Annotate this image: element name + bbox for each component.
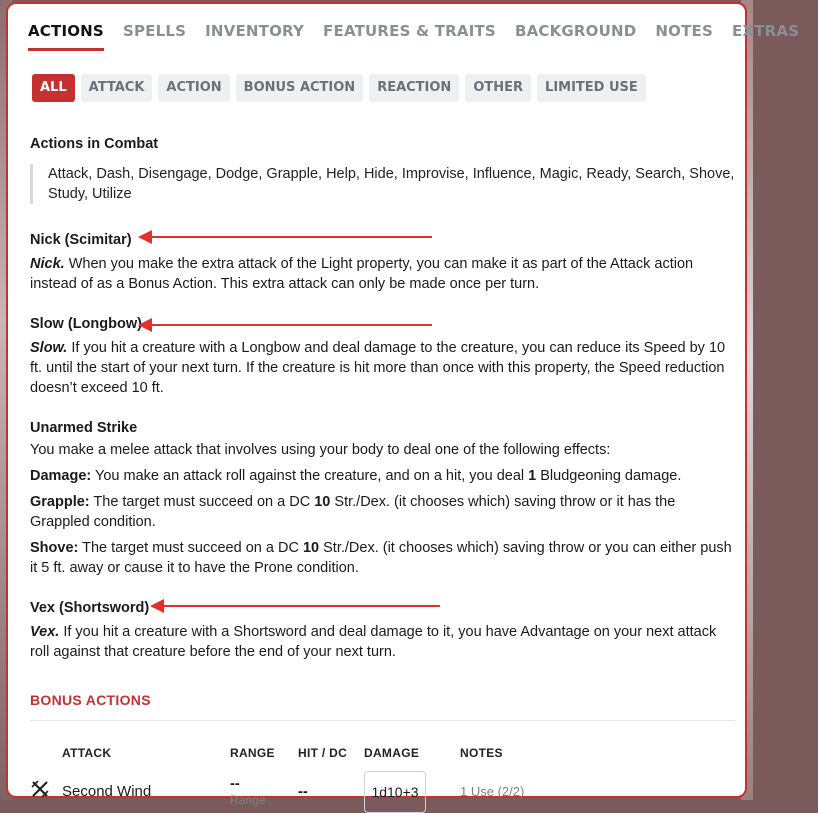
unarmed-damage [30, 466, 735, 486]
unarmed-grapple-number: 10 [314, 494, 331, 510]
tab-notes[interactable]: NOTES [655, 22, 714, 40]
header-hit-dc: HIT / DC [298, 746, 348, 760]
actions-panel [6, 2, 800, 807]
nick-description [30, 254, 735, 294]
bonus-divider [30, 720, 735, 721]
bonus-table-header [30, 743, 735, 763]
slow-text: If you hit a creature with a Longbow and deal damage to the creature, you can reduce its Speed by 10 ft. until the start of your next turn. If the creature is hit more than once with this property, the Speed reduction doesn’t exceed 10 ft. [30, 340, 726, 396]
unarmed-grapple [30, 492, 735, 532]
crossed-swords-icon [30, 779, 62, 805]
unarmed-grapple-text-2: Str./Dex. (it chooses which) saving throw or it has the Grappled condition. [30, 494, 676, 530]
header-range: RANGE [230, 746, 275, 760]
unarmed-damage-text-2: Bludgeoning damage. [536, 468, 682, 484]
unarmed-shove-text-2: Str./Dex. (it chooses which) saving throw or you can either push it 5 ft. away or cause it to have the Prone condition. [30, 540, 732, 576]
unarmed-damage-label: Damage: [30, 468, 92, 484]
vex-description [30, 622, 735, 662]
nick-lead: Nick. [30, 256, 65, 272]
slow-description [30, 338, 735, 398]
filter-other[interactable]: OTHER [465, 74, 531, 102]
actions-in-combat-heading: Actions in Combat [30, 136, 159, 152]
tab-inventory[interactable]: INVENTORY [205, 22, 305, 40]
notes-value: 1 Use (2/2) [460, 784, 525, 799]
hit-dc-value: -- [298, 784, 308, 800]
tab-actions[interactable]: ACTIONS [28, 22, 104, 51]
second-wind-row[interactable] [30, 771, 735, 813]
nick-heading: Nick (Scimitar) [30, 232, 132, 248]
unarmed-intro: You make a melee attack that involves using your body to deal one of the following effects: [30, 442, 611, 458]
action-filters [32, 74, 646, 102]
unarmed-shove-label: Shove: [30, 540, 79, 556]
annotation-arrow-slow [150, 324, 432, 326]
filter-bonus-action[interactable]: BONUS ACTION [236, 74, 364, 102]
filter-all[interactable]: ALL [32, 74, 75, 102]
tab-background[interactable]: BACKGROUND [514, 22, 637, 40]
unarmed-grapple-label: Grapple: [30, 494, 90, 510]
unarmed-damage-text-1: You make an attack roll against the creature, and on a hit, you deal [91, 468, 529, 484]
range-value: -- [230, 776, 240, 792]
filter-limited-use[interactable]: LIMITED USE [537, 74, 646, 102]
filter-attack[interactable]: ATTACK [81, 74, 153, 102]
annotation-arrow-vex [162, 605, 440, 607]
slow-heading: Slow (Longbow) [30, 316, 142, 332]
filter-action[interactable]: ACTION [158, 74, 229, 102]
tab-features-traits[interactable]: FEATURES & TRAITS [323, 22, 496, 40]
vex-text: If you hit a creature with a Shortsword and deal damage to it, you have Advantage on your next attack roll against that creature before the end of your next turn. [30, 624, 717, 660]
combat-actions-list: Attack, Dash, Disengage, Dodge, Grapple, Help, Hide, Improvise, Influence, Magic, Ready, Search, Shove, Study, Utilize [30, 164, 735, 204]
unarmed-strike-heading: Unarmed Strike [30, 420, 138, 436]
tab-extras[interactable]: EXTRAS [732, 22, 800, 40]
vex-heading: Vex (Shortsword) [30, 600, 150, 616]
unarmed-shove [30, 538, 735, 578]
annotation-arrow-nick [150, 236, 432, 238]
damage-roll-button[interactable]: 1d10+3 [364, 771, 426, 813]
header-damage: DAMAGE [364, 746, 420, 760]
filter-reaction[interactable]: REACTION [369, 74, 459, 102]
vex-lead: Vex. [30, 624, 60, 640]
unarmed-shove-text-1: The target must succeed on a DC [78, 540, 303, 556]
unarmed-damage-number: 1 [528, 468, 537, 484]
nick-text: When you make the extra attack of the Light property, you can make it as part of the Attack action instead of as a Bonus Action. This extra attack can only be made once per turn. [30, 256, 694, 292]
bonus-actions-title: BONUS ACTIONS [30, 692, 151, 708]
main-tabs [28, 22, 818, 51]
tab-spells[interactable]: SPELLS [122, 22, 187, 40]
header-attack: ATTACK [62, 746, 112, 760]
slow-lead: Slow. [30, 340, 68, 356]
range-label: Range [230, 793, 266, 807]
unarmed-shove-number: 10 [302, 540, 320, 556]
second-wind-name: Second Wind [62, 783, 152, 800]
header-notes: NOTES [460, 746, 503, 760]
unarmed-grapple-text-1: The target must succeed on a DC [89, 494, 315, 510]
